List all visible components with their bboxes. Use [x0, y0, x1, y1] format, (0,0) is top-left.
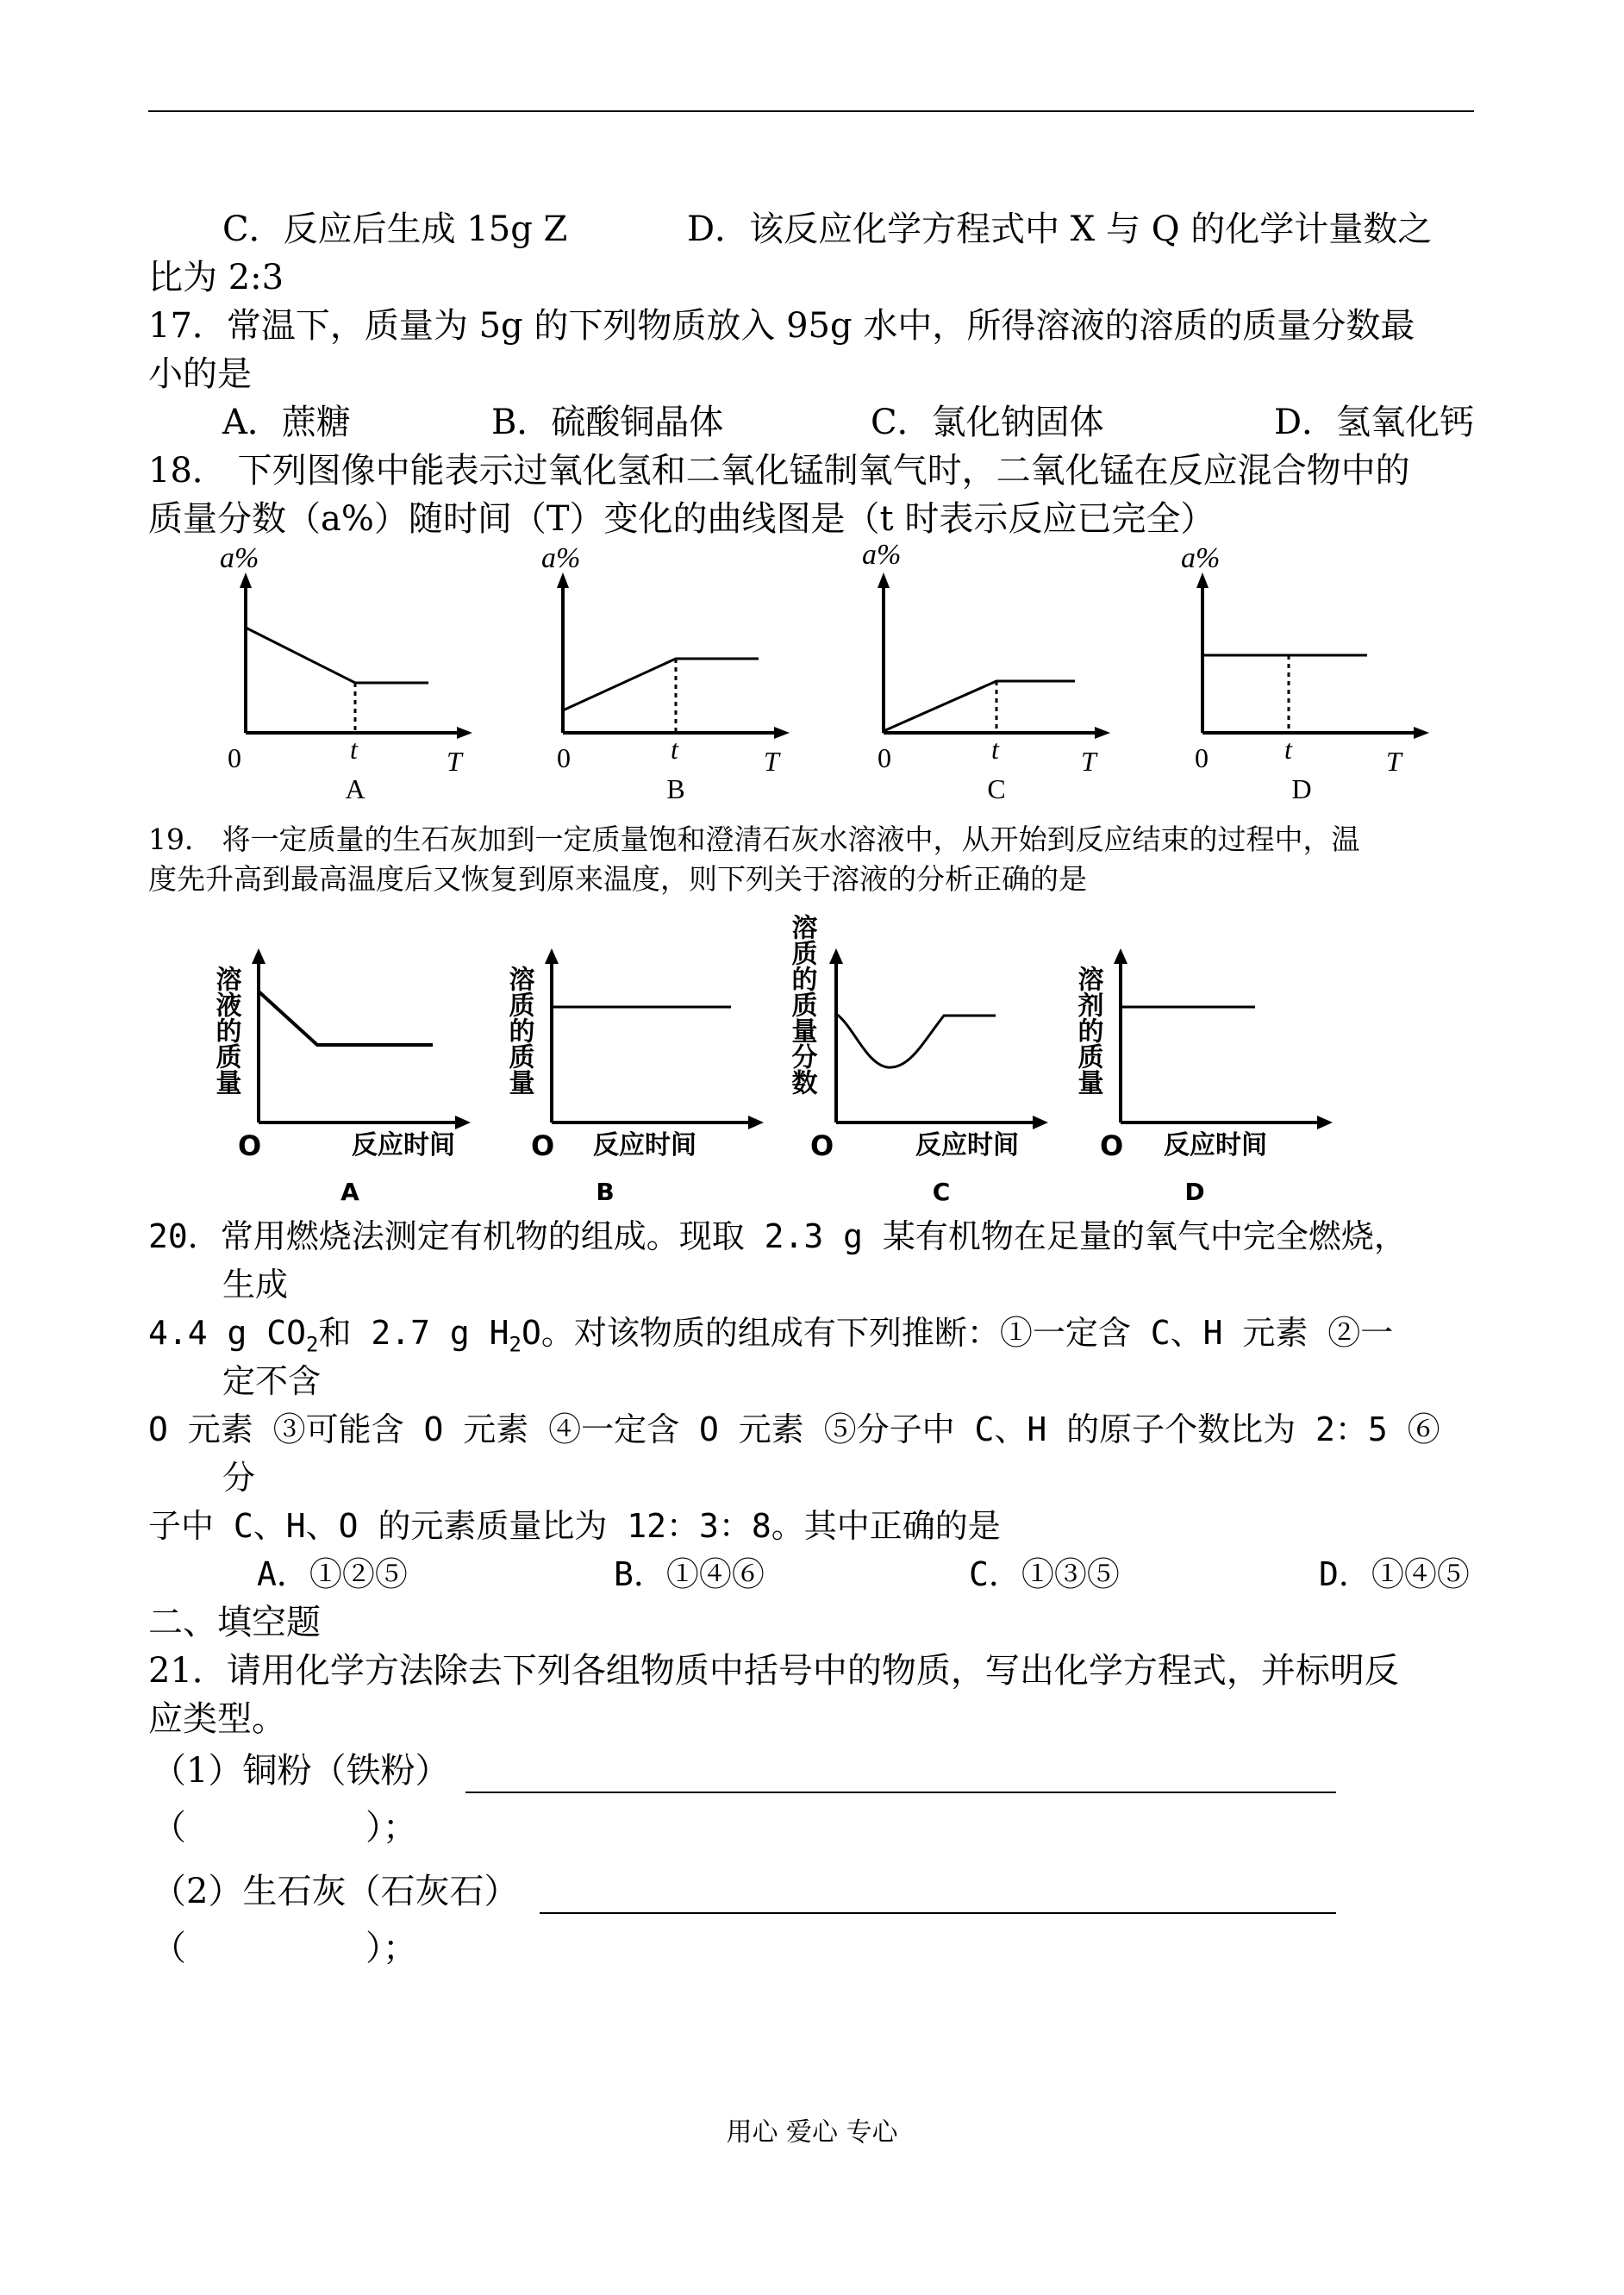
graph-ylabel: a%	[541, 542, 581, 574]
q20-stem-line2: 生成	[222, 1266, 289, 1304]
q18-stem-line2: 质量分数（a%）随时间（T）变化的曲线图是（t 时表示反应已完全）	[148, 499, 1215, 539]
q21-item-2-type: （ ）；	[152, 1929, 417, 1968]
q19-graph-a	[207, 922, 483, 1216]
graph-ylabel: 溶质的质量	[503, 966, 534, 1095]
q19-graph-c	[784, 905, 1077, 1216]
q17-option-c: C．氯化钠固体	[871, 403, 1104, 442]
graph-letter: C	[987, 773, 1006, 804]
q16-option-d-cont: 比为 2:3	[148, 258, 284, 297]
q21-stem-line1: 21．请用化学方法除去下列各组物质中括号中的物质，写出化学方程式，并标明反	[148, 1651, 1399, 1691]
graph-origin: 0	[557, 742, 571, 773]
graph-letter: A	[345, 773, 365, 804]
header-rule	[148, 110, 1474, 112]
q21-item-2	[152, 1871, 518, 1912]
q21-stem-line2: 应类型。	[148, 1699, 286, 1739]
q16-option-c: C．反应后生成 15g Z	[222, 209, 568, 249]
graph-letter: D	[1291, 773, 1312, 804]
q21-item-1-type: （ ）；	[152, 1808, 417, 1848]
graph-xlabel: T	[1081, 746, 1096, 777]
q21-item-1-label: （1）铜粉（铁粉）	[152, 1751, 450, 1791]
q18-graph-b	[533, 541, 809, 817]
q20-option-d: D．①④⑤	[1319, 1555, 1470, 1593]
graph-xlabel: T	[764, 746, 779, 777]
graph-letter: B	[596, 1178, 615, 1206]
q16-option-d: D．该反应化学方程式中 X 与 Q 的化学计量数之	[687, 209, 1433, 249]
page-footer: 用心 爱心 专心	[726, 2117, 898, 2148]
q21-item-1-answer-blank[interactable]	[465, 1792, 1336, 1793]
graph-t-mark: t	[350, 734, 358, 765]
graph-t-mark: t	[991, 734, 999, 765]
q17-option-a: A．蔗糖	[222, 403, 351, 442]
graph-origin: O	[1100, 1129, 1124, 1162]
graph-xlabel: 反应时间	[915, 1130, 1019, 1160]
section-heading-fill-in: 二、填空题	[148, 1603, 321, 1642]
graph-ylabel: a%	[862, 539, 902, 571]
q21-item-2-label: （2）生石灰（石灰石）	[152, 1872, 519, 1911]
q18-graph-c	[853, 541, 1129, 817]
q20-stem-line3: 4.4 g $CO_2$和 2.7 g $H_2O$。对该物质的组成有下列推断：①一定含 C、H 元素 ②一	[148, 1314, 1394, 1357]
graph-ylabel: a%	[220, 542, 259, 574]
q18-graph-d	[1172, 541, 1448, 817]
q19-stem-line1: 19． 将一定质量的生石灰加到一定质量饱和澄清石灰水溶液中，从开始到反应结束的过程中，温	[148, 822, 1360, 856]
graph-origin: O	[238, 1129, 262, 1162]
graph-xlabel: T	[1386, 746, 1402, 777]
graph-letter: D	[1184, 1178, 1205, 1206]
q17-stem-line2: 小的是	[148, 354, 252, 394]
graph-origin: O	[810, 1129, 834, 1162]
graph-t-mark: t	[1284, 734, 1292, 765]
q19-graph-d	[1069, 922, 1345, 1216]
q19-stem-line2: 度先升高到最高温度后又恢复到原来温度，则下列关于溶液的分析正确的是	[148, 862, 1087, 896]
q20-stem-line1: 20．常用燃烧法测定有机物的组成。现取 2.3 g 某有机物在足量的氧气中完全燃烧，	[148, 1217, 1407, 1255]
q20-stem-line6: 分	[222, 1459, 256, 1497]
graph-origin: 0	[1195, 742, 1209, 773]
graph-ylabel: 溶质的质量分数	[786, 914, 817, 1095]
graph-ylabel: a%	[1181, 542, 1221, 574]
graph-xlabel: 反应时间	[1164, 1130, 1267, 1160]
q17-option-d: D．氢氧化钙	[1274, 403, 1475, 442]
graph-xlabel: T	[447, 746, 462, 777]
q21-item-2-answer-blank[interactable]	[540, 1912, 1336, 1914]
q17-stem-line1: 17．常温下，质量为 5g 的下列物质放入 95g 水中，所得溶液的溶质的质量分数最	[148, 306, 1415, 346]
q20-option-b: B．①④⑥	[614, 1555, 765, 1593]
q20-option-a: A．①②⑤	[257, 1555, 408, 1593]
graph-ylabel: 溶剂的质量	[1072, 966, 1103, 1095]
q20-stem-line4: 定不含	[222, 1362, 322, 1400]
graph-letter: B	[666, 773, 685, 804]
graph-ylabel: 溶液的质量	[210, 966, 241, 1095]
graph-origin: 0	[878, 742, 891, 773]
q19-graph-b	[500, 922, 776, 1216]
q18-graph-a	[215, 541, 491, 817]
graph-xlabel: 反应时间	[593, 1130, 696, 1160]
graph-letter: A	[340, 1178, 359, 1206]
q21-item-1	[152, 1750, 449, 1792]
graph-origin: 0	[228, 742, 241, 773]
q18-stem-line1: 18． 下列图像中能表示过氧化氢和二氧化锰制氧气时，二氧化锰在反应混合物中的	[148, 451, 1410, 491]
q20-option-c: C．①③⑤	[969, 1555, 1120, 1593]
graph-t-mark: t	[671, 734, 678, 765]
graph-letter: C	[932, 1178, 951, 1206]
graph-xlabel: 反应时间	[352, 1130, 455, 1160]
q20-stem-line7: 子中 C、H、O 的元素质量比为 12：3：8。其中正确的是	[148, 1507, 1001, 1545]
q20-stem-line5: O 元素 ③可能含 O 元素 ④一定含 O 元素 ⑤分子中 C、H 的原子个数比为 2：5 ⑥	[148, 1410, 1440, 1448]
q17-option-b: B．硫酸铜晶体	[491, 403, 724, 442]
graph-origin: O	[531, 1129, 555, 1162]
